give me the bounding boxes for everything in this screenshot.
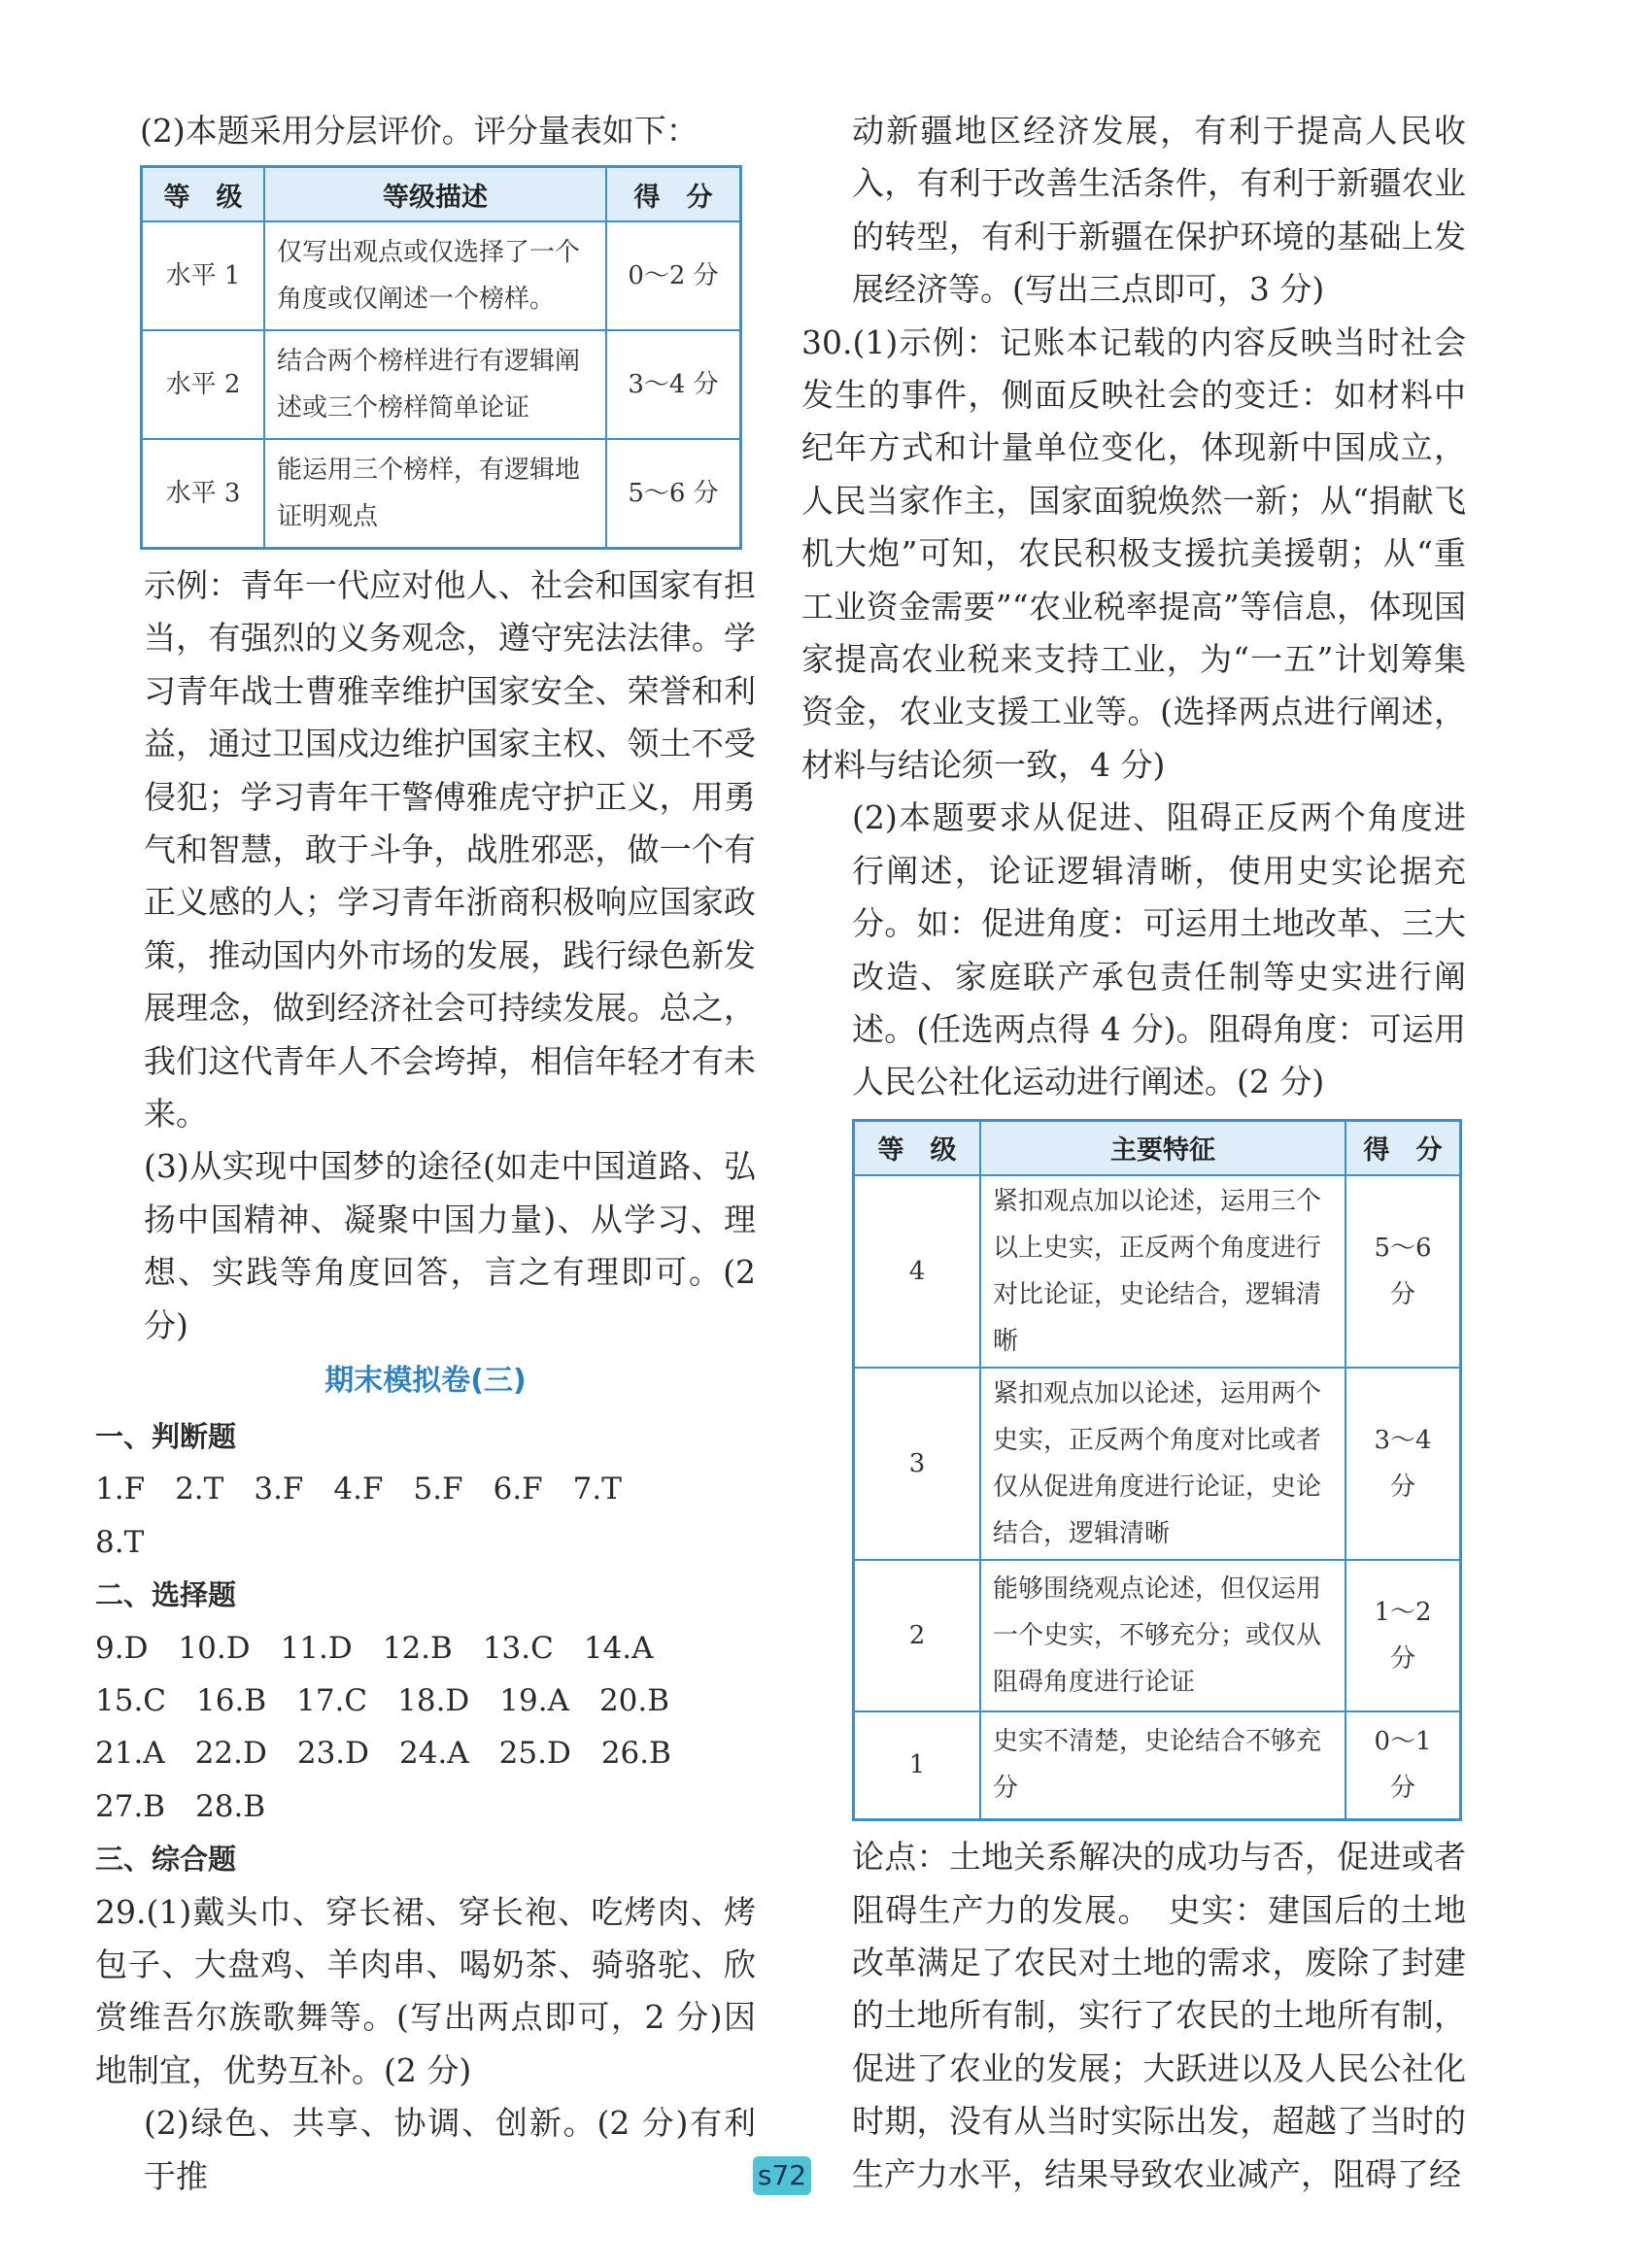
header-level: 等 级	[854, 1120, 981, 1175]
table-row	[854, 1560, 1461, 1711]
table-row	[854, 1368, 1461, 1560]
row-level: 水平 2	[142, 330, 265, 439]
row-level: 4	[854, 1175, 981, 1368]
row-score: 0～2 分	[606, 221, 741, 330]
row-description: 仅写出观点或仅选择了一个角度或仅阐述一个榜样。	[264, 221, 606, 330]
answer-line: 27.B 28.B	[95, 1788, 266, 1824]
row-description: 结合两个榜样进行有逻辑阐述或三个榜样简单论证	[264, 330, 606, 439]
table-row	[142, 330, 741, 439]
paragraph: (3)从实现中国梦的途径(如走中国道路、弘扬中国精神、凝聚中国力量)、从学习、理想、实践等角度回答，言之有理即可。(2 分)	[144, 1147, 756, 1344]
row-level: 水平 3	[142, 439, 265, 548]
paragraph: (2)绿色、共享、协调、创新。(2 分)有利于推	[144, 2104, 756, 2195]
answer-line: 21.A 22.D 23.D 24.A 25.D 26.B	[95, 1736, 671, 1772]
scoring-table-2	[852, 1119, 1462, 1822]
table-header-row	[142, 167, 741, 222]
table-row	[854, 1175, 1461, 1368]
paragraph: 论点：土地关系解决的成功与否，促进或者阻碍生产力的发展。 史实：建国后的土地改革满足了农民对土地的需求，废除了封建的土地所有制，实行了农民的土地所有制，促进了农业的发展；大跃进以及人民公社化时期，没有从当时实际出发，超越了当时的生产力水平，结果导致农业减产，阻碍了经	[852, 1838, 1466, 2193]
section-heading: 二、选择题	[95, 1578, 237, 1612]
paragraph: (2)本题采用分层评价。评分量表如下：	[140, 112, 698, 150]
section-heading: 一、判断题	[95, 1420, 237, 1453]
section-heading: 三、综合题	[95, 1843, 237, 1877]
row-score: 5～6 分	[1345, 1175, 1461, 1368]
paragraph: 示例：青年一代应对他人、社会和国家有担当，有强烈的义务观念，遵守宪法法律。学习青年战士曹雅幸维护国家安全、荣誉和利益，通过卫国戍边维护国家主权、领土不受侵犯；学习青年干警傅雅虎守护正义，用勇气和智慧，敢于斗争，战胜邪恶，做一个有正义感的人；学习青年浙商积极响应国家政策，推动国内外市场的发展，践行绿色新发展理念，做到经济社会可持续发展。总之，我们这代青年人不会垮掉，相信年轻才有未来。	[144, 565, 756, 1133]
row-level: 3	[854, 1368, 981, 1560]
table-row	[854, 1711, 1461, 1820]
paragraph: (2)本题要求从促进、阻碍正反两个角度进行阐述，论证逻辑清晰，使用史实论据充分。如：促进角度：可运用土地改革、三大改造、家庭联产承包责任制等史实进行阐述。(任选两点得 4 分)。阻碍角度：可运用人民公社化运动进行阐述。(2 分)	[852, 798, 1466, 1101]
header-level: 等 级	[142, 167, 265, 222]
answer-line: 9.D 10.D 11.D 12.B 13.C 14.A	[95, 1630, 654, 1666]
table-header-row	[854, 1120, 1461, 1175]
row-description: 紧扣观点加以论述，运用两个史实，正反两个角度对比或者仅从促进角度进行论证，史论结合，逻辑清晰	[980, 1368, 1345, 1560]
header-score: 得 分	[1345, 1120, 1461, 1175]
page-number-badge: s72	[753, 2156, 811, 2195]
header-description: 等级描述	[264, 167, 606, 222]
row-score: 5～6 分	[606, 439, 741, 548]
row-score: 0～1 分	[1345, 1711, 1461, 1820]
table-row	[142, 221, 741, 330]
right-column	[801, 105, 1466, 2201]
row-score: 3～4 分	[606, 330, 741, 439]
row-level: 1	[854, 1711, 981, 1820]
left-column	[95, 105, 756, 2203]
row-description: 紧扣观点加以论述，运用三个以上史实，正反两个角度进行对比论证，史论结合，逻辑清晰	[980, 1175, 1345, 1368]
answer-line: 1.F 2.T 3.F 4.F 5.F 6.F 7.T	[95, 1472, 622, 1507]
scoring-table-1	[140, 165, 742, 550]
paragraph: 动新疆地区经济发展，有利于提高人民收入，有利于改善生活条件，有利于新疆农业的转型，有利于新疆在保护环境的基础上发展经济等。(写出三点即可，3 分)	[852, 112, 1466, 309]
row-description: 能运用三个榜样，有逻辑地证明观点	[264, 439, 606, 548]
row-description: 史实不清楚，史论结合不够充分	[980, 1711, 1345, 1820]
row-level: 2	[854, 1560, 981, 1711]
exam-title: 期末模拟卷(三)	[324, 1364, 527, 1398]
header-score: 得 分	[606, 167, 741, 222]
header-description: 主要特征	[980, 1120, 1345, 1175]
row-score: 1～2 分	[1345, 1560, 1461, 1711]
row-level: 水平 1	[142, 221, 265, 330]
paragraph: 29.(1)戴头巾、穿长裙、穿长袍、吃烤肉、烤包子、大盘鸡、羊肉串、喝奶茶、骑骆驼、欣赏维吾尔族歌舞等。(写出两点即可，2 分)因地制宜，优势互补。(2 分)	[95, 1892, 757, 2089]
paragraph: 30.(1)示例：记账本记载的内容反映当时社会发生的事件，侧面反映社会的变迁：如材料中纪年方式和计量单位变化，体现新中国成立，人民当家作主，国家面貌焕然一新；从“捐献飞机大炮”可知，农民积极支援抗美援朝；从“重工业资金需要”“农业税率提高”等信息，体现国家提高农业税来支持工业，为“一五”计划筹集资金，农业支援工业等。(选择两点进行阐述，材料与结论须一致，4 分)	[801, 322, 1466, 784]
table-row	[142, 439, 741, 548]
answer-line: 15.C 16.B 17.C 18.D 19.A 20.B	[95, 1683, 670, 1719]
row-description: 能够围绕观点论述，但仅运用一个史实，不够充分；或仅从阻碍角度进行论证	[980, 1560, 1345, 1711]
answer-line: 8.T	[95, 1524, 145, 1560]
row-score: 3～4 分	[1345, 1368, 1461, 1560]
